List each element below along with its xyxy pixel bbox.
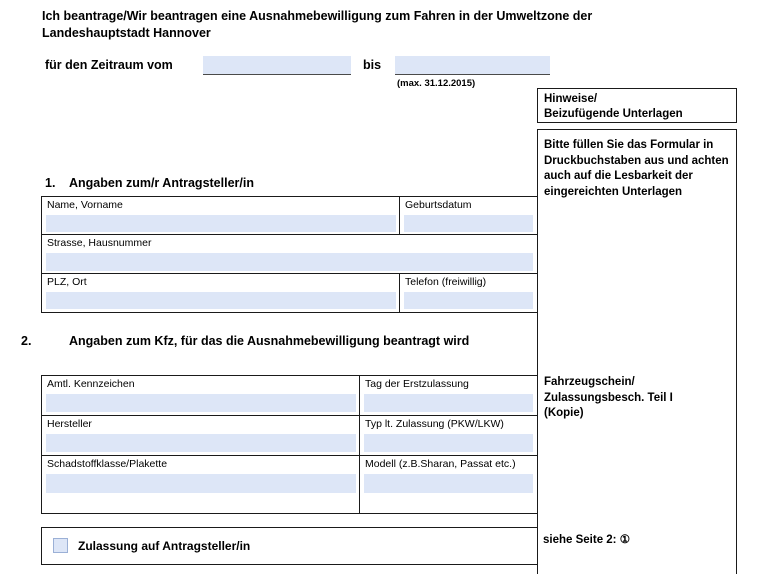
field-schadstoffklasse: [42, 456, 360, 513]
field-geburtsdatum-label: Geburtsdatum: [405, 199, 472, 211]
field-name-vorname-label: Name, Vorname: [47, 199, 123, 211]
field-strasse-hausnummer: [42, 235, 537, 274]
field-hersteller: [42, 416, 360, 456]
period-label: für den Zeitraum vom: [45, 58, 173, 72]
period-row: [45, 56, 565, 89]
section-1-fields: [41, 196, 538, 313]
field-geburtsdatum: [400, 197, 537, 235]
field-erstzulassung: [360, 376, 537, 416]
notes-header: [537, 88, 737, 123]
section-1-number: 1.: [45, 176, 56, 190]
field-geburtsdatum-input[interactable]: [404, 215, 533, 232]
field-name-vorname: [42, 197, 400, 235]
section-2-fields: [41, 375, 538, 514]
notes-documents-line-1: Fahrzeugschein/: [544, 376, 635, 388]
field-typ-zulassung-label: Typ lt. Zulassung (PKW/LKW): [365, 418, 504, 430]
field-modell: [360, 456, 537, 513]
field-kennzeichen-label: Amtl. Kennzeichen: [47, 378, 135, 390]
section-1-title: Angaben zum/r Antragsteller/in: [69, 176, 254, 190]
period-between-label: bis: [363, 58, 382, 72]
period-to-input[interactable]: [395, 56, 550, 75]
field-plz-ort: [42, 274, 400, 312]
period-note: (max. 31.12.2015): [397, 78, 476, 89]
notes-instruction-text: Bitte füllen Sie das Formular in Druckbuchstaben aus und achten auch auf die Lesbarkeit der eingereichten Unterlagen: [544, 139, 729, 198]
notes-header-line-2: Beizufügende Unterlagen: [544, 108, 683, 120]
field-strasse-hausnummer-label: Strasse, Hausnummer: [47, 237, 152, 249]
field-erstzulassung-label: Tag der Erstzulassung: [365, 378, 469, 390]
field-modell-input[interactable]: [364, 474, 533, 493]
section-2-title: Angaben zum Kfz, für das die Ausnahmebewilligung beantragt wird: [69, 334, 470, 348]
section-2-heading: [21, 333, 515, 350]
page-title: Ich beantrage/Wir beantragen eine Ausnahmebewilligung zum Fahren in der Umweltzone der Landeshauptstadt Hannover: [42, 9, 593, 40]
zulassung-checkbox[interactable]: [53, 538, 68, 553]
field-strasse-hausnummer-input[interactable]: [46, 253, 533, 271]
field-schadstoffklasse-input[interactable]: [46, 474, 356, 493]
see-page-note: siehe Seite 2: ①: [543, 534, 631, 546]
field-kennzeichen-input[interactable]: [46, 394, 356, 412]
field-plz-ort-label: PLZ, Ort: [47, 276, 87, 288]
field-telefon-input[interactable]: [404, 292, 533, 309]
field-telefon-label: Telefon (freiwillig): [405, 276, 487, 288]
zulassung-checkbox-label: Zulassung auf Antragsteller/in: [78, 539, 251, 553]
period-from-input[interactable]: [203, 56, 351, 75]
field-hersteller-input[interactable]: [46, 434, 356, 452]
section-2-number: 2.: [21, 334, 32, 348]
field-typ-zulassung: [360, 416, 537, 456]
notes-header-line-1: Hinweise/: [544, 93, 598, 105]
notes-documents-text: [544, 375, 734, 422]
field-plz-ort-input[interactable]: [46, 292, 396, 309]
field-modell-label: Modell (z.B.Sharan, Passat etc.): [365, 458, 516, 470]
field-schadstoffklasse-label: Schadstoffklasse/Plakette: [47, 458, 168, 470]
field-typ-zulassung-input[interactable]: [364, 434, 533, 452]
field-erstzulassung-input[interactable]: [364, 394, 533, 412]
field-telefon: [400, 274, 537, 312]
notes-documents-line-2: Zulassungsbesch. Teil I: [544, 391, 673, 404]
notes-body: [537, 129, 737, 574]
field-name-vorname-input[interactable]: [46, 215, 396, 232]
section-1-heading: [45, 175, 505, 192]
notes-documents-line-3: (Kopie): [544, 407, 584, 419]
field-hersteller-label: Hersteller: [47, 418, 92, 430]
footer-checkbox-row: [41, 527, 538, 565]
field-kennzeichen: [42, 376, 360, 416]
